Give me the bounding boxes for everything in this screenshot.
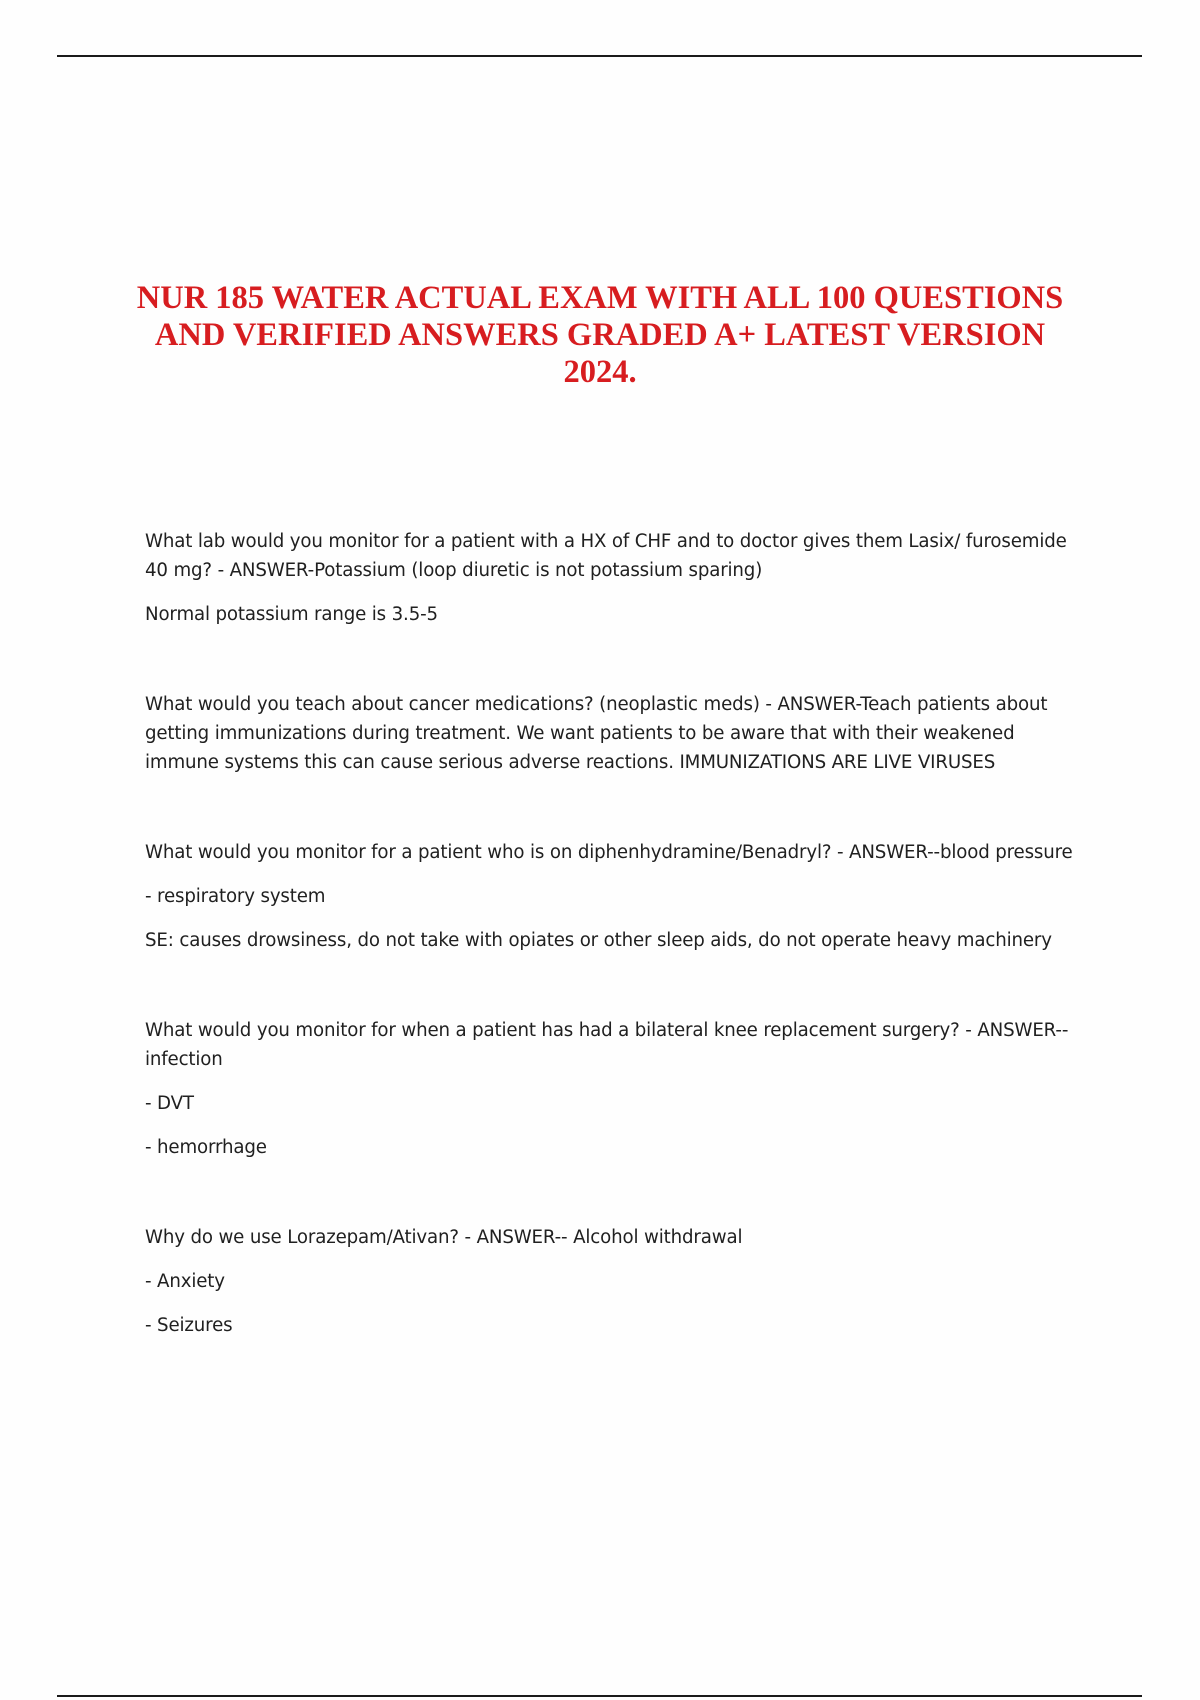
question-answer-text: What would you teach about cancer medications? (neoplastic meds) - ANSWER-Teach patients about getting immunizations during treatment. We want patients to be aware that with their weakened immune systems this can cause serious adverse reactions. IMMUNIZATIONS ARE LIVE VIRUSES (145, 694, 1048, 773)
qa-item (145, 527, 1090, 629)
qa-item (145, 1016, 1090, 1162)
document-title: NUR 185 WATER ACTUAL EXAM WITH ALL 100 QUESTIONS AND VERIFIED ANSWERS GRADED A+ LATEST VERSION 2024. (136, 280, 1064, 390)
answer-note: - Seizures (145, 1315, 233, 1336)
answer-note: - Anxiety (145, 1271, 225, 1292)
question-answer-text: What would you monitor for a patient who is on diphenhydramine/Benadryl? - ANSWER--blood pressure (145, 842, 1073, 863)
question-answer-text: Why do we use Lorazepam/Ativan? - ANSWER-- Alcohol withdrawal (145, 1227, 743, 1248)
qa-item (145, 1223, 1090, 1340)
question-answer-text: What would you monitor for when a patient has had a bilateral knee replacement surgery? - ANSWER--infection (145, 1020, 1069, 1070)
qa-item (145, 838, 1090, 955)
qa-item (145, 690, 1090, 777)
answer-note: SE: causes drowsiness, do not take with opiates or other sleep aids, do not operate heavy machinery (145, 930, 1052, 951)
answer-note: - DVT (145, 1093, 194, 1114)
top-rule (57, 55, 1142, 57)
answer-note: - hemorrhage (145, 1137, 267, 1158)
answer-note: - respiratory system (145, 886, 326, 907)
bottom-rule (57, 1695, 1142, 1697)
answer-note: Normal potassium range is 3.5-5 (145, 604, 438, 625)
qa-list (145, 527, 1090, 1340)
question-answer-text: What lab would you monitor for a patient with a HX of CHF and to doctor gives them Lasix/ furosemide 40 mg? - ANSWER-Potassium (loop diuretic is not potassium sparing) (145, 531, 1067, 581)
